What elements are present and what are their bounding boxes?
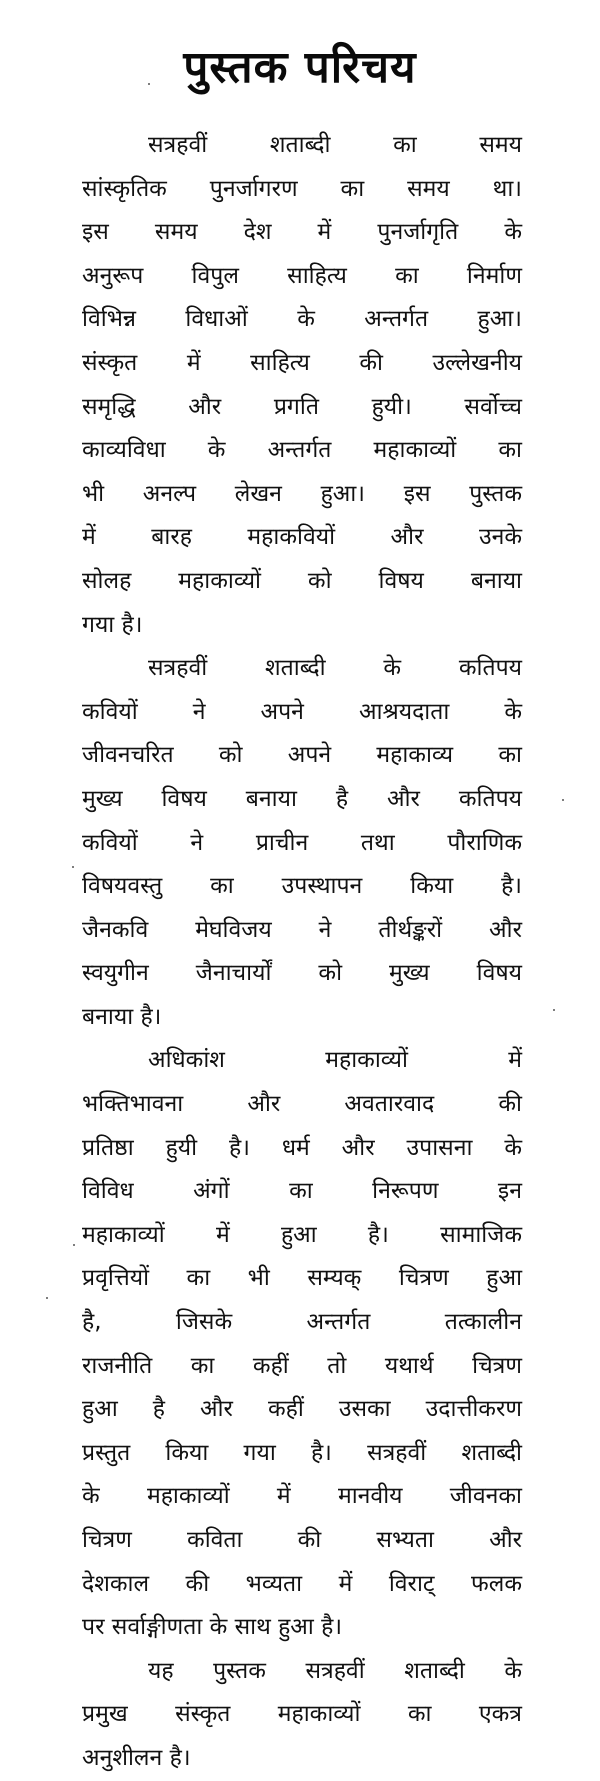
text-line: सत्रहवीं शताब्दी का समय bbox=[148, 132, 522, 158]
text-line: विविध अंगों का निरूपण इन bbox=[82, 1178, 522, 1205]
text-line: प्रमुख संस्कृत महाकाव्यों का एकत्र bbox=[82, 1701, 522, 1728]
text-line: जीवनचरित को अपने महाकाव्य का bbox=[82, 742, 522, 769]
text-line: सत्रहवीं शताब्दी के कतिपय bbox=[148, 655, 522, 682]
text-line: अधिकांश महाकाव्यों में bbox=[148, 1047, 522, 1074]
scan-speck bbox=[148, 83, 150, 85]
text-line: विभिन्न विधाओं के अन्तर्गत हुआ। bbox=[82, 306, 522, 333]
text-line: देशकाल की भव्यता में विराट् फलक bbox=[82, 1570, 522, 1597]
scan-speck bbox=[72, 866, 74, 868]
scan-speck bbox=[562, 799, 564, 801]
text-line: सांस्कृतिक पुनर्जागरण का समय था। bbox=[82, 175, 522, 202]
text-line: के महाकाव्यों में मानवीय जीवनका bbox=[82, 1483, 522, 1510]
scan-speck bbox=[73, 1244, 75, 1246]
text-line: संस्कृत में साहित्य की उल्लेखनीय bbox=[82, 349, 522, 376]
text-line: भी अनल्प लेखन हुआ। इस पुस्तक bbox=[82, 480, 522, 507]
text-line: जैनकवि मेघविजय ने तीर्थङ्करों और bbox=[82, 916, 522, 943]
text-line: महाकाव्यों में हुआ है। सामाजिक bbox=[82, 1221, 522, 1248]
page-title: पुस्तक परिचय bbox=[183, 42, 417, 93]
text-line: है, जिसके अन्तर्गत तत्कालीन bbox=[82, 1309, 522, 1336]
text-line: पर सर्वाङ्गीणता के साथ हुआ है। bbox=[82, 1614, 343, 1641]
text-line: प्रतिष्ठा हुयी है। धर्म और उपासना के bbox=[82, 1134, 522, 1161]
text-line: प्रस्तुत किया गया है। सत्रहवीं शताब्दी bbox=[82, 1439, 522, 1466]
scan-speck bbox=[553, 1009, 555, 1011]
text-line: कवियों ने प्राचीन तथा पौराणिक bbox=[82, 829, 522, 856]
text-line: समृद्धि और प्रगति हुयी। सर्वोच्च bbox=[82, 393, 522, 420]
text-line: विषयवस्तु का उपस्थापन किया है। bbox=[82, 873, 522, 900]
text-line: यह पुस्तक सत्रहवीं शताब्दी के bbox=[148, 1657, 522, 1684]
text-line: राजनीति का कहीं तो यथार्थ चित्रण bbox=[82, 1352, 522, 1379]
text-line: इस समय देश में पुनर्जागृति के bbox=[82, 219, 522, 246]
text-line: गया है। bbox=[82, 611, 143, 638]
text-line: में बारह महाकवियों और उनके bbox=[82, 524, 522, 551]
text-line: सोलह महाकाव्यों को विषय बनाया bbox=[82, 567, 522, 594]
introduction-body bbox=[82, 124, 522, 1781]
text-line: बनाया है। bbox=[82, 1003, 162, 1030]
scan-speck bbox=[46, 1297, 48, 1299]
text-line: कवियों ने अपने आश्रयदाता के bbox=[82, 698, 522, 725]
text-line: अनुरूप विपुल साहित्य का निर्माण bbox=[82, 262, 522, 289]
text-line: चित्रण कविता की सभ्यता और bbox=[82, 1527, 522, 1553]
text-line: स्वयुगीन जैनाचार्यों को मुख्य विषय bbox=[82, 960, 522, 987]
text-line: हुआ है और कहीं उसका उदात्तीकरण bbox=[82, 1396, 522, 1423]
text-line: अनुशीलन है। bbox=[82, 1744, 191, 1771]
text-line: भक्तिभावना और अवतारवाद की bbox=[82, 1091, 522, 1118]
text-line: प्रवृत्तियों का भी सम्यक् चित्रण हुआ bbox=[82, 1265, 522, 1292]
text-line: काव्यविधा के अन्तर्गत महाकाव्यों का bbox=[82, 437, 522, 464]
text-line: मुख्य विषय बनाया है और कतिपय bbox=[82, 785, 522, 812]
